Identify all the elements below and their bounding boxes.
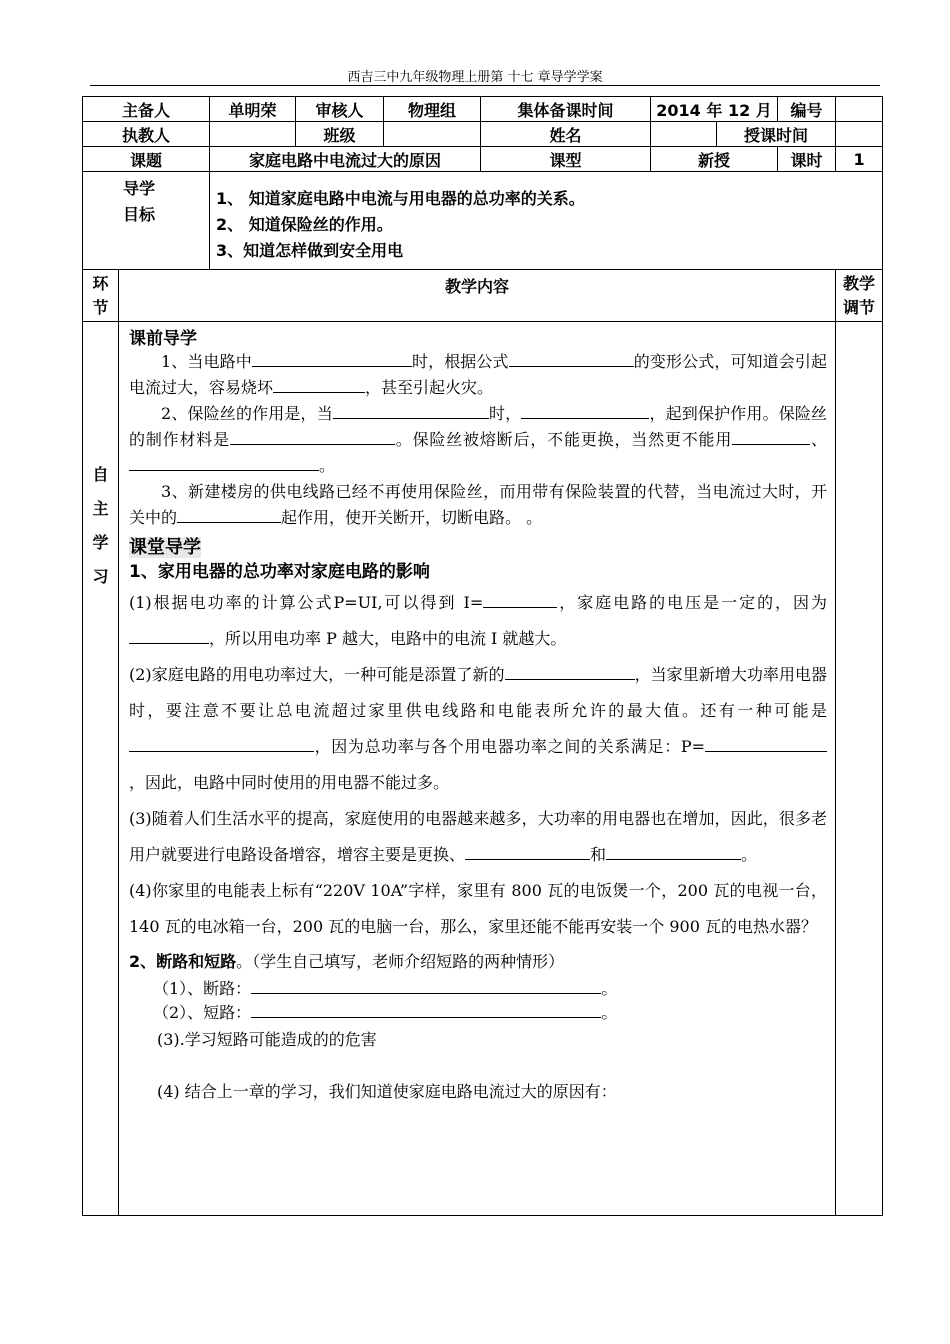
self-study-row (83, 322, 883, 1216)
section-column-header (83, 270, 119, 322)
lecture-time-label: 授课时间 (717, 122, 836, 147)
goals-label (83, 172, 210, 270)
open-circuit-line: （1）、断路： 。 (153, 979, 618, 998)
document-header: 西吉三中九年级物理上册第 十七 章导学学案 (347, 70, 603, 85)
goal-item: 1、 知道家庭电路中电流与用电器的总功率的关系。 (216, 189, 585, 208)
side-char: 学 (92, 533, 109, 552)
reviewer-group: 物理组 (384, 97, 481, 122)
blank[interactable] (251, 977, 601, 994)
blank[interactable] (129, 735, 314, 752)
section-header-line2: 节 (92, 297, 109, 317)
blank[interactable] (129, 454, 319, 471)
reviewer-label: 审核人 (296, 97, 384, 122)
blank[interactable] (273, 376, 365, 393)
class-study-section1: 1、家用电器的总功率对家庭电路的影响 (129, 562, 430, 582)
info-row-3 (83, 147, 883, 172)
class-study-title: 课堂导学 (129, 537, 201, 558)
content-column-header: 教学内容 (119, 270, 836, 322)
content-cell (119, 322, 836, 1216)
adjust-header-line2: 调节 (843, 297, 876, 317)
lecture-time-value (836, 122, 883, 147)
type-value: 新授 (651, 147, 778, 172)
goals-label-line2: 目标 (123, 205, 156, 224)
overcurrent-causes: (4) 结合上一章的学习，我们知道使家庭电路电流过大的原因有： (157, 1082, 617, 1101)
name-label: 姓名 (481, 122, 651, 147)
blank[interactable] (483, 591, 557, 608)
blank[interactable] (230, 428, 395, 445)
blank[interactable] (705, 735, 827, 752)
side-char: 主 (92, 499, 109, 518)
blank[interactable] (333, 402, 489, 419)
blank[interactable] (606, 843, 741, 860)
blank[interactable] (732, 428, 810, 445)
pre-study-title: 课前导学 (129, 329, 197, 349)
blank[interactable] (129, 627, 209, 644)
blank[interactable] (251, 1001, 601, 1018)
pre-study-q2: 2、保险丝的作用是，当 时， ，起到保护作用。保险丝的制作材料是 。保险丝被熔断后，不能更换，当然更不能用 、。 (129, 404, 828, 475)
goals-row (83, 172, 883, 270)
class-study-p1: (1)根据电功率的计算公式P=UI,可以得到 I= ，家庭电路的电压是一定的，因为，所以用电功率 P 越大，电路中的电流 I 就越大。 (129, 593, 828, 648)
class-value (384, 122, 481, 147)
blank[interactable] (509, 350, 634, 367)
teacher-value (210, 122, 296, 147)
self-study-side-label (83, 322, 119, 1216)
collective-time-label: 集体备课时间 (481, 97, 651, 122)
short-circuit-line: （2）、短路： 。 (153, 1003, 618, 1022)
period-label: 课时 (778, 147, 836, 172)
class-study-p4: (4)你家里的电能表上标有“220V 10A”字样，家里有 800 瓦的电饭煲一个，200 瓦的电视一台，140 瓦的电冰箱一台，200 瓦的电脑一台，那么，家里还能不能再安装一个 900 瓦的电热水器？ (129, 881, 828, 936)
short-circuit-danger: (3).学习短路可能造成的的危害 (157, 1030, 377, 1049)
number-value (836, 97, 883, 122)
class-study-section2 (129, 947, 827, 977)
column-header-row (83, 270, 883, 322)
pre-study-q3: 3、新建楼房的供电线路已经不再使用保险丝，而用带有保险装置的代替，当电流过大时，开关中的 起作用，使开关断开，切断电路。 。 (129, 482, 828, 527)
goal-item: 2、 知道保险丝的作用。 (216, 215, 393, 234)
pre-study-q1: 1、当电路中 时，根据公式 的变形公式，可知道会引起电流过大，容易烧坏 ，甚至引起火灾。 (129, 352, 827, 397)
side-char: 自 (92, 465, 109, 484)
info-row-2 (83, 122, 883, 147)
class-study-p3: (3)随着人们生活水平的提高，家庭使用的电器越来越多，大功率的用电器也在增加，因此，很多老用户就要进行电路设备增容，增容主要是更换、 和 。 (129, 809, 828, 864)
host-label: 主备人 (83, 97, 210, 122)
section-header-line1: 环 (92, 273, 109, 293)
blank[interactable] (252, 350, 412, 367)
blank[interactable] (521, 402, 649, 419)
adjust-column-header (836, 270, 883, 322)
period-value: 1 (836, 147, 883, 172)
class-label: 班级 (296, 122, 384, 147)
topic-value: 家庭电路中电流过大的原因 (210, 147, 481, 172)
side-char: 习 (92, 567, 109, 586)
header-divider (90, 85, 880, 86)
goals-list (210, 172, 883, 270)
number-label: 编号 (778, 97, 836, 122)
topic-label: 课题 (83, 147, 210, 172)
host-name: 单明荣 (210, 97, 296, 122)
class-study-p2: (2)家庭电路的用电功率过大，一种可能是添置了新的 ，当家里新增大功率用电器时，要注意不要让总电流超过家里供电线路和电能表所允许的最大值。还有一种可能是，因为总功率与各个用电器功率之间的关系满足：P=，因此，电路中同时使用的用电器不能过多。 (129, 665, 828, 792)
teacher-label: 执教人 (83, 122, 210, 147)
lesson-plan-table (82, 96, 883, 1216)
blank[interactable] (465, 843, 590, 860)
blank[interactable] (177, 506, 281, 523)
blank[interactable] (505, 663, 635, 680)
section2-title: 2、断路和短路 (129, 952, 237, 971)
type-label: 课型 (481, 147, 651, 172)
goals-label-line1: 导学 (123, 179, 156, 198)
name-value (651, 122, 717, 147)
adjust-cell (836, 322, 883, 1216)
adjust-header-line1: 教学 (843, 273, 876, 293)
collective-time-value: 2014 年 12 月 (651, 97, 778, 122)
section2-note: 。（学生自己填写，老师介绍短路的两种情形） (236, 952, 565, 971)
info-row-1 (83, 97, 883, 122)
goal-item: 3、知道怎样做到安全用电 (216, 241, 404, 260)
